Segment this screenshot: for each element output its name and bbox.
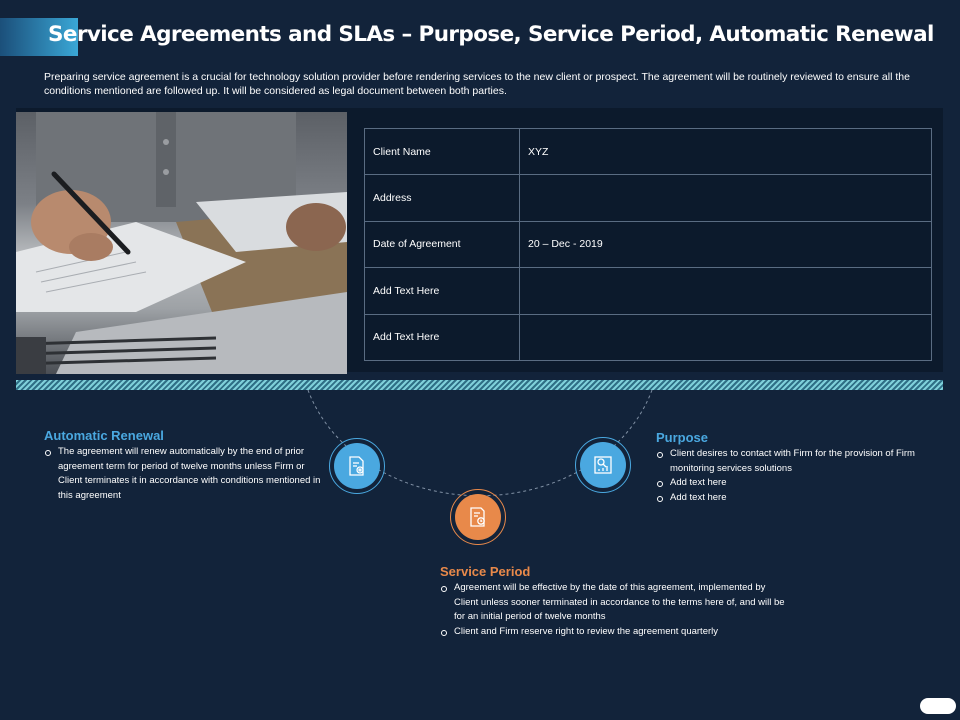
- list-item: Add text here: [656, 476, 928, 491]
- intro-text: Preparing service agreement is a crucial for technology solution provider before rendering services to the new client or prospect. The agreement will be routinely reviewed to ensure all the conditions mentioned are followed up. It will be considered as legal document between both parties.: [44, 71, 910, 97]
- renewal-icon-ring: [329, 438, 385, 494]
- purpose-title: Purpose: [656, 430, 709, 445]
- table-cell-label: Address: [365, 175, 520, 221]
- purpose-icon-ring: [575, 437, 631, 493]
- page-title: Service Agreements and SLAs – Purpose, Service Period, Automatic Renewal: [48, 22, 934, 47]
- page-number-pill: [920, 698, 956, 714]
- list-item: Client and Firm reserve right to review the agreement quarterly: [440, 625, 785, 640]
- list-item: Add text here: [656, 491, 928, 506]
- list-item: The agreement will renew automatically by the end of prior agreement term for period of twelve months unless Firm or Client terminates it in accordance with conditions mentioned in this agreement: [44, 445, 322, 503]
- renewal-bullets: [44, 445, 322, 503]
- purpose-bullets: [656, 447, 928, 505]
- list-item: Client desires to contact with Firm for the provision of Firm monitoring services solutions: [656, 447, 928, 476]
- table-cell-value: 20 – Dec - 2019: [520, 221, 932, 267]
- document-clock-icon: [455, 494, 501, 540]
- search-chart-icon: [580, 442, 626, 488]
- table-cell-label: Client Name: [365, 129, 520, 175]
- list-item: Agreement will be effective by the date of this agreement, implemented by Client unless sooner terminated in accordance to the terms here of, and will be for an initial period of twelve months: [440, 581, 785, 625]
- table-cell-label: Date of Agreement: [365, 221, 520, 267]
- renewal-title: Automatic Renewal: [44, 428, 164, 443]
- table-cell-value: XYZ: [520, 129, 932, 175]
- service-title: Service Period: [440, 564, 531, 579]
- service-bullets: [440, 581, 785, 639]
- table-cell-label: Add Text Here: [365, 268, 520, 314]
- service-icon-ring: [450, 489, 506, 545]
- table-cell-label: Add Text Here: [365, 314, 520, 360]
- document-gear-icon: [334, 443, 380, 489]
